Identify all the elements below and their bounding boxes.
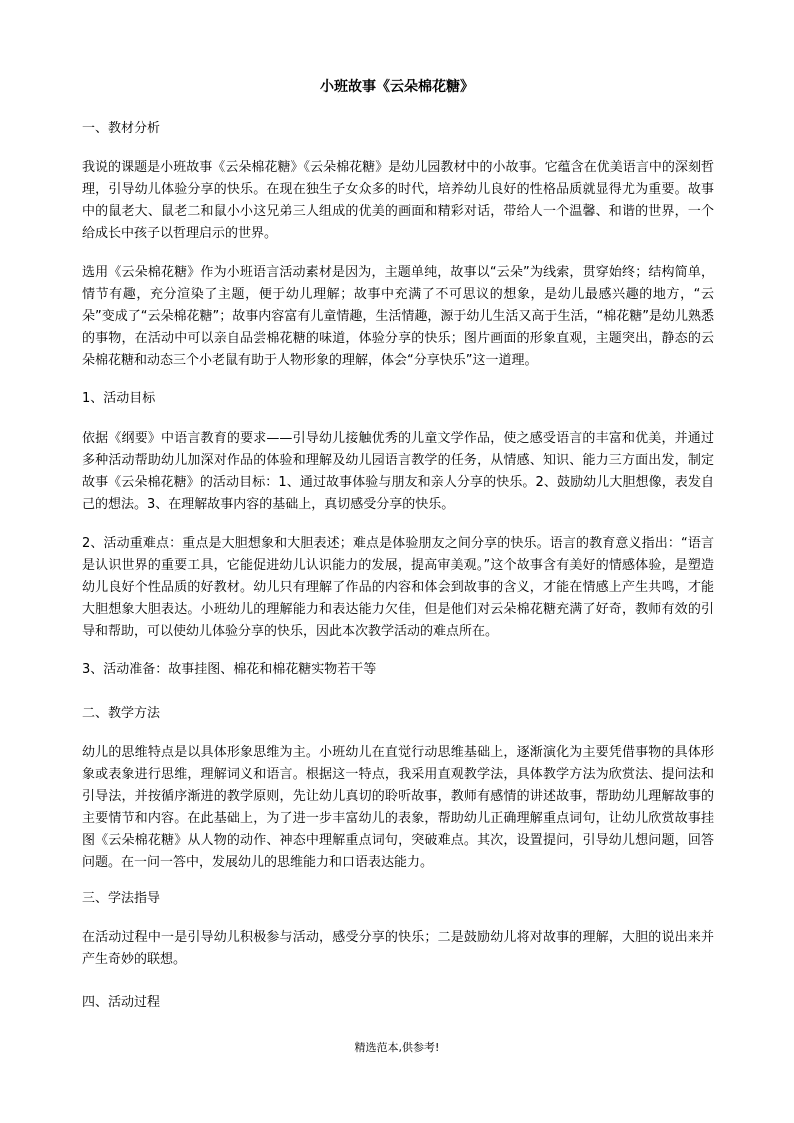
paragraph-goals: 依据《纲要》中语言教育的要求——引导幼儿接触优秀的儿童文学作品，使之感受语言的丰富和优美，并通过多种活动帮助幼儿加深对作品的体验和理解及幼儿园语言教学的任务，从情感、知识、能力三方面出发，制定故事《云朵棉花糖》的活动目标：1、通过故事体验与朋友和亲人分享的快乐。2、鼓励幼儿大胆想像，表发自己的想法。3、在理解故事内容的基础上，真切感受分享的快乐。 xyxy=(82,431,714,512)
paragraph-intro: 我说的课题是小班故事《云朵棉花糖》《云朵棉花糖》是幼儿园教材中的小故事。它蕴含在优美语言中的深刻哲理，引导幼儿体验分享的快乐。在现在独生子女众多的时代，培养幼儿良好的性格品质就显得尤为重要。故事中的鼠老大、鼠老二和鼠小小这兄弟三人组成的优美的画面和精彩对话，带给人一个温馨、和谐的世界，一个给成长中孩子以哲理启示的世界。 xyxy=(82,160,714,241)
paragraph-material-choice: 选用《云朵棉花糖》作为小班语言活动素材是因为，主题单纯，故事以“云朵”为线索，贯穿始终；结构简单，情节有趣，充分渲染了主题，便于幼儿理解；故事中充满了不可思议的想象，是幼儿最感兴趣的地方，“云朵”变成了“云朵棉花糖”；故事内容富有儿童情趣，生活情趣，源于幼儿生活又高于生活，“棉花糖”是幼儿熟悉的事物，在活动中可以亲自品尝棉花糖的味道，体验分享的快乐；图片画面的形象直观，主题突出，静态的云朵棉花糖和动态三个小老鼠有助于人物形象的理解，体会“分享快乐”这一道理。 xyxy=(82,265,714,368)
section-heading-preparation: 3、活动准备：故事挂图、棉花和棉花糖实物若干等 xyxy=(82,662,377,677)
section-heading-process: 四、活动过程 xyxy=(82,995,161,1010)
section-heading-analysis: 一、教材分析 xyxy=(82,121,161,136)
paragraph-learning: 在活动过程中一是引导幼儿积极参与活动，感受分享的快乐；二是鼓励幼儿将对故事的理解，大胆的说出来并产生奇妙的联想。 xyxy=(82,930,714,967)
page-footer: 精选范本,供参考! xyxy=(354,1041,440,1054)
paragraph-methods: 幼儿的思维特点是以具体形象思维为主。小班幼儿在直觉行动思维基础上，逐渐演化为主要凭借事物的具体形象或表象进行思维，理解词义和语言。根据这一特点，我采用直观教学法，具体教学方法为欣赏法、提问法和引导法，并按循序渐进的教学原则，先让幼儿真切的聆听故事，教师有感情的讲述故事，帮助幼儿理解故事的主要情节和内容。在此基础上，为了进一步丰富幼儿的表象，帮助幼儿正确理解重点词句，让幼儿欣赏故事挂图《云朵棉花糖》从人物的动作、神态中理解重点词句，突破难点。其次，设置提问，引导幼儿想问题，回答问题。在一问一答中，发展幼儿的思维能力和口语表达能力。 xyxy=(82,745,714,870)
section-heading-learning: 三、学法指导 xyxy=(82,891,161,906)
section-heading-methods: 二、教学方法 xyxy=(82,706,161,721)
paragraph-key-points: 2、活动重难点：重点是大胆想象和大胆表述；难点是体验朋友之间分享的快乐。语言的教育意义指出：“语言是认识世界的重要工具，它能促进幼儿认识能力的发展，提高审美观。”这个故事含有美好的情感体验，是塑造幼儿良好个性品质的好教材。幼儿只有理解了作品的内容和体会到故事的含义，才能在情感上产生共鸣，才能大胆想象大胆表达。小班幼儿的理解能力和表达能力欠佳，但是他们对云朵棉花糖充满了好奇，教师有效的引导和帮助，可以使幼儿体验分享的快乐，因此本次教学活动的难点所在。 xyxy=(82,536,714,639)
document-title: 小班故事《云朵棉花糖》 xyxy=(320,79,474,95)
section-heading-goals: 1、活动目标 xyxy=(82,391,156,406)
